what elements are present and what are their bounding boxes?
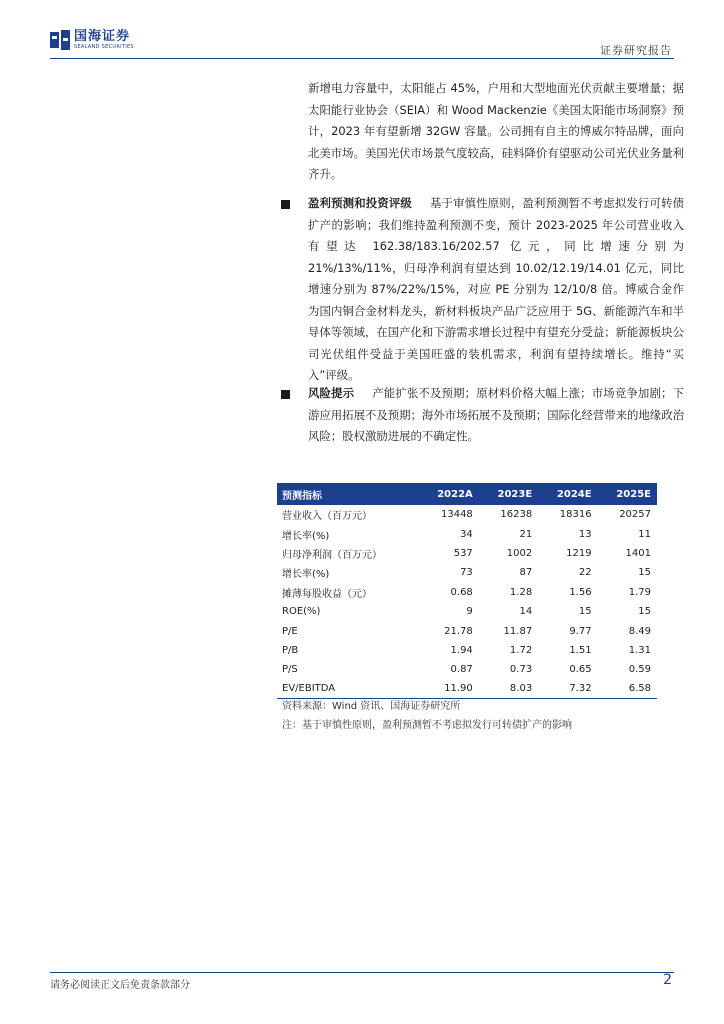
- logo-en-text: SEALAND SECURITIES: [74, 44, 134, 50]
- table-cell: 13448: [440, 509, 473, 521]
- table-cell: 22: [578, 567, 592, 579]
- table-cell: P/B: [282, 644, 299, 656]
- table-cell: 6.58: [598, 680, 657, 699]
- table-cell: 增长率(%): [282, 530, 330, 542]
- table-row: [277, 621, 657, 640]
- table-cell: 16238: [500, 509, 533, 521]
- table-cell: 增长率(%): [282, 569, 330, 581]
- sealand-logo: [50, 30, 134, 50]
- table-header-cell: 2025E: [598, 483, 657, 505]
- table-row: [277, 602, 657, 621]
- table-cell: 营业收入（百万元）: [282, 511, 372, 523]
- table-cell: 1219: [566, 547, 592, 559]
- table-row: [277, 660, 657, 679]
- table-cell: 73: [460, 567, 473, 579]
- table-cell: 9.77: [569, 625, 592, 637]
- table-header-cell: 2024E: [538, 483, 597, 505]
- table-cell: 18316: [559, 509, 592, 521]
- table-cell: 1.79: [628, 586, 651, 598]
- table-header-cell: 预测指标: [277, 483, 418, 505]
- logo-cn-text: 国海证券: [74, 29, 131, 44]
- risk-lead: 风险提示: [308, 386, 355, 400]
- table-cell: 15: [578, 606, 592, 618]
- table-cell: 0.87: [450, 664, 473, 676]
- table-cell: 8.03: [479, 680, 538, 699]
- table-cell: 11.90: [418, 680, 479, 699]
- table-row: [277, 641, 657, 660]
- table-cell: 14: [519, 606, 533, 618]
- table-cell: 1002: [506, 547, 533, 559]
- table-cell: 1.28: [509, 586, 533, 598]
- page-number: 2: [663, 972, 672, 988]
- table-cell: 7.32: [538, 680, 597, 699]
- table-cell: 1.51: [569, 644, 592, 656]
- table-source: 资料来源：Wind 资讯、国海证券研究所: [282, 701, 461, 712]
- table-cell: 0.68: [450, 586, 473, 598]
- footer-divider: [50, 972, 674, 973]
- table-cell: ROE(%): [282, 606, 321, 618]
- table-cell: 21.78: [444, 625, 473, 637]
- table-row: [277, 563, 657, 582]
- forecast-body: 基于审慎性原则，盈利预测暂不考虑拟发行可转债扩产的影响；我们维持盈利预测不变，预计 2023-2025 年公司营业收入有望达 162.38/183.16/202.57 亿元，同比增速分别为 21%/13%/11%，归母净利润有望达到 10.02/12.19/14.01 亿元，同比增速分别为 87%/22%/15%，对应 PE 分别为 12/10/8 倍。博威合金作为国内铜合金材料龙头，新材料板块产品广泛应用于 5G、新能源汽车和半导体等领域，在国产化和下游需求增长过程中有望充分受益；新能源板块公司光伏组件受益于美国旺盛的装机需求，利润有望持续增长。维持“买入”评级。: [308, 196, 684, 382]
- paragraph-market: 新增电力容量中，太阳能占 45%，户用和大型地面光伏贡献主要增量；据太阳能行业协会（SEIA）和 Wood Mackenzie《美国太阳能市场洞察》预计，2023 年有望新增 32GW 容量。公司拥有自主的博威尔特品牌，面向北美市场。美国光伏市场景气度较高，硅料降价有望驱动公司光伏业务量利齐升。: [308, 81, 684, 181]
- table-cell: P/E: [282, 625, 298, 637]
- sealand-logo-mark: [50, 30, 70, 50]
- bullet-icon: [281, 200, 290, 209]
- table-cell: 摊薄每股收益（元）: [282, 588, 372, 600]
- table-row: [277, 544, 657, 563]
- risk-body: 产能扩张不及预期；原材料价格大幅上涨；市场竞争加剧；下游应用拓展不及预期；海外市场拓展不及预期；国际化经营带来的地缘政治风险；股权激励进展的不确定性。: [308, 386, 684, 443]
- table-cell: 13: [578, 528, 592, 540]
- table-cell: 归母净利润（百万元）: [282, 549, 382, 561]
- table-cell: 8.49: [628, 625, 651, 637]
- table-cell: P/S: [282, 664, 298, 676]
- table-cell: 11.87: [503, 625, 533, 637]
- table-cell: 11: [638, 528, 651, 540]
- table-row: [277, 524, 657, 543]
- table-cell: 0.73: [509, 664, 533, 676]
- table-header-cell: 2022A: [418, 483, 479, 505]
- table-cell: 87: [519, 567, 533, 579]
- table-cell: 0.65: [569, 664, 592, 676]
- table-cell: 15: [638, 606, 651, 618]
- table-cell: 1.94: [450, 644, 473, 656]
- table-cell: 15: [638, 567, 651, 579]
- table-header-row: [277, 483, 657, 505]
- header-divider: [50, 58, 674, 59]
- table-cell: 1.72: [509, 644, 533, 656]
- table-cell: 1.56: [569, 586, 592, 598]
- table-cell: 34: [460, 528, 473, 540]
- table-cell: 1401: [625, 547, 651, 559]
- table-row: [277, 583, 657, 602]
- table-cell: EV/EBITDA: [277, 680, 418, 699]
- table-cell: 0.59: [628, 664, 651, 676]
- table-row: [277, 680, 657, 699]
- report-type: 证券研究报告: [600, 44, 672, 57]
- bullet-icon: [281, 390, 290, 399]
- table-cell: 537: [453, 547, 473, 559]
- footer-disclaimer: 请务必阅读正文后免责条款部分: [50, 980, 190, 991]
- forecast-table: [277, 483, 657, 699]
- table-cell: 21: [519, 528, 533, 540]
- table-row: [277, 505, 657, 524]
- paragraph-risk: [308, 383, 684, 448]
- table-cell: 20257: [619, 509, 651, 521]
- table-cell: 1.31: [628, 644, 651, 656]
- paragraph-forecast: [308, 193, 684, 387]
- table-cell: 9: [466, 606, 473, 618]
- table-header-cell: 2023E: [479, 483, 538, 505]
- table-note: 注：基于审慎性原则，盈利预测暂不考虑拟发行可转债扩产的影响: [282, 720, 572, 731]
- forecast-lead: 盈利预测和投资评级: [308, 196, 412, 210]
